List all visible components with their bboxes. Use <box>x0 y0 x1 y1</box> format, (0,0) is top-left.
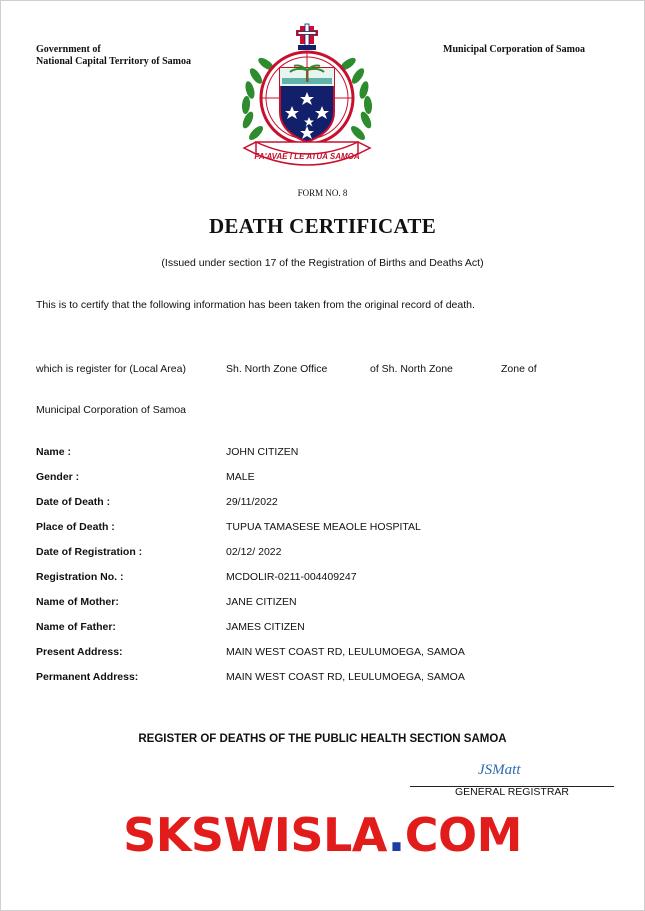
field-label: Permanent Address: <box>36 671 139 683</box>
signature-text: JSMatt <box>478 762 521 778</box>
field-row <box>36 546 596 562</box>
watermark <box>0 808 645 862</box>
field-label: Date of Death : <box>36 496 111 508</box>
field-row <box>36 496 596 512</box>
samoa-coat-of-arms <box>232 20 382 170</box>
territory-line: National Capital Territory of Samoa <box>36 56 191 67</box>
register-title: REGISTER OF DEATHS OF THE PUBLIC HEALTH SECTION SAMOA <box>138 733 507 745</box>
field-label: Gender : <box>36 471 80 483</box>
local-area-zone: of Sh. North Zone <box>370 363 453 375</box>
field-row <box>36 596 596 612</box>
field-label: Present Address: <box>36 646 123 658</box>
field-value: MAIN WEST COAST RD, LEULUMOEGA, SAMOA <box>226 646 465 658</box>
field-label: Name of Mother: <box>36 596 119 608</box>
field-value: TUPUA TAMASESE MEAOLE HOSPITAL <box>226 521 421 533</box>
field-row <box>36 671 596 687</box>
local-area-office: Sh. North Zone Office <box>226 363 328 375</box>
field-row <box>36 471 596 487</box>
palm-tree-icon <box>280 66 334 87</box>
emblem-motto: FA'AVAE I LE ATUA SAMOA <box>254 152 360 161</box>
watermark-dot: . <box>387 808 405 862</box>
issued-under-text: (Issued under section 17 of the Registration of Births and Deaths Act) <box>161 257 484 269</box>
field-value: 29/11/2022 <box>226 496 278 508</box>
field-value: MCDOLIR-0211-004409247 <box>226 571 357 583</box>
field-label: Date of Registration : <box>36 546 143 558</box>
field-label: Name : <box>36 446 72 458</box>
field-value: MALE <box>226 471 255 483</box>
field-row <box>36 571 596 587</box>
certify-text: This is to certify that the following information has been taken from the original record of death. <box>36 299 475 311</box>
field-row <box>36 521 596 537</box>
field-value: JANE CITIZEN <box>226 596 297 608</box>
registrar-signature <box>474 758 554 780</box>
government-line: Government of <box>36 44 101 55</box>
zone-of-text: Zone of <box>501 363 537 375</box>
registrar-title: GENERAL REGISTRAR <box>455 786 569 798</box>
field-row <box>36 646 596 662</box>
municipal-corporation-header: Municipal Corporation of Samoa <box>443 44 585 55</box>
field-value: JAMES CITIZEN <box>226 621 305 633</box>
field-label: Name of Father: <box>36 621 116 633</box>
municipal-corporation-text: Municipal Corporation of Samoa <box>36 404 186 416</box>
watermark-left: SKSWISLA <box>123 808 388 862</box>
local-area-prefix: which is register for (Local Area) <box>36 363 186 375</box>
field-value: JOHN CITIZEN <box>226 446 299 458</box>
field-row <box>36 621 596 637</box>
field-value: MAIN WEST COAST RD, LEULUMOEGA, SAMOA <box>226 671 465 683</box>
issuing-government <box>36 44 191 68</box>
field-label: Registration No. : <box>36 571 124 583</box>
watermark-right: COM <box>404 808 522 862</box>
cross-icon <box>296 24 318 50</box>
field-value: 02/12/ 2022 <box>226 546 282 558</box>
field-label: Place of Death : <box>36 521 115 533</box>
certificate-title: DEATH CERTIFICATE <box>208 214 437 238</box>
field-row <box>36 446 596 462</box>
form-number: FORM NO. 8 <box>297 188 348 198</box>
